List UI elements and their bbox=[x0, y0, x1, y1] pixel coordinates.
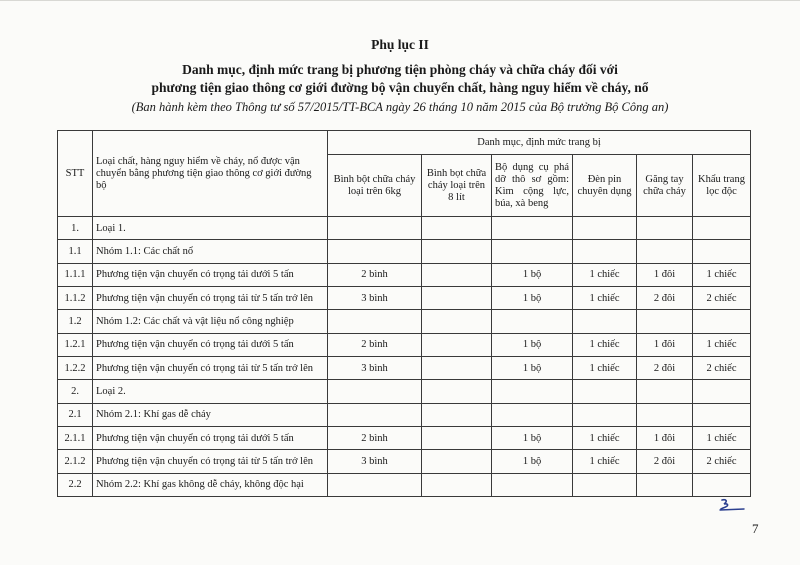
row-gloves-cell bbox=[637, 473, 693, 496]
table-body bbox=[58, 217, 751, 497]
row-flashlight-cell bbox=[573, 240, 637, 263]
header-col-powder-extinguisher: Bình bột chữa cháy loại trên 6kg bbox=[328, 155, 422, 217]
table-row bbox=[58, 380, 751, 403]
row-powder-extinguisher-cell bbox=[328, 403, 422, 426]
table-row bbox=[58, 310, 751, 333]
row-name-cell: Nhóm 2.1: Khí gas dễ cháy bbox=[93, 403, 328, 426]
row-powder-extinguisher-cell bbox=[328, 217, 422, 240]
handwritten-initial-mark-icon bbox=[718, 497, 750, 513]
row-flashlight-cell: 1 chiếc bbox=[573, 426, 637, 449]
row-gas-mask-cell: 2 chiếc bbox=[693, 356, 751, 379]
row-flashlight-cell: 1 chiếc bbox=[573, 286, 637, 309]
row-gloves-cell bbox=[637, 403, 693, 426]
row-gloves-cell: 2 đôi bbox=[637, 450, 693, 473]
row-gas-mask-cell: 2 chiếc bbox=[693, 450, 751, 473]
row-demolition-tools-cell: 1 bộ bbox=[492, 263, 573, 286]
row-gloves-cell: 2 đôi bbox=[637, 356, 693, 379]
row-gas-mask-cell bbox=[693, 403, 751, 426]
row-foam-extinguisher-cell bbox=[422, 356, 492, 379]
row-name-cell: Phương tiện vận chuyển có trọng tải từ 5 tấn trở lên bbox=[93, 286, 328, 309]
row-demolition-tools-cell bbox=[492, 310, 573, 333]
row-stt-cell: 1.2 bbox=[58, 310, 93, 333]
table-row bbox=[58, 450, 751, 473]
row-gloves-cell bbox=[637, 310, 693, 333]
row-stt-cell: 2.1.1 bbox=[58, 426, 93, 449]
row-name-cell: Nhóm 1.2: Các chất và vật liệu nổ công nghiệp bbox=[93, 310, 328, 333]
header-col-demolition-tools: Bộ dụng cụ phá dỡ thô sơ gồm: Kìm cộng lực, búa, xà beng bbox=[492, 155, 573, 217]
table-row bbox=[58, 286, 751, 309]
row-gas-mask-cell: 2 chiếc bbox=[693, 286, 751, 309]
row-gas-mask-cell bbox=[693, 310, 751, 333]
row-flashlight-cell bbox=[573, 310, 637, 333]
row-name-cell: Phương tiện vận chuyển có trọng tải từ 5 tấn trở lên bbox=[93, 356, 328, 379]
equipment-table bbox=[57, 130, 751, 497]
row-powder-extinguisher-cell: 3 bình bbox=[328, 356, 422, 379]
row-gas-mask-cell: 1 chiếc bbox=[693, 263, 751, 286]
header-col-gloves: Găng tay chữa cháy bbox=[637, 155, 693, 217]
row-gas-mask-cell: 1 chiếc bbox=[693, 333, 751, 356]
row-gloves-cell: 1 đôi bbox=[637, 263, 693, 286]
row-powder-extinguisher-cell: 3 bình bbox=[328, 286, 422, 309]
row-foam-extinguisher-cell bbox=[422, 380, 492, 403]
row-name-cell: Nhóm 2.2: Khí gas không dễ cháy, không độc hại bbox=[93, 473, 328, 496]
row-demolition-tools-cell bbox=[492, 403, 573, 426]
table-row bbox=[58, 263, 751, 286]
row-demolition-tools-cell bbox=[492, 217, 573, 240]
row-foam-extinguisher-cell bbox=[422, 450, 492, 473]
row-foam-extinguisher-cell bbox=[422, 403, 492, 426]
row-gloves-cell: 2 đôi bbox=[637, 286, 693, 309]
row-gas-mask-cell: 1 chiếc bbox=[693, 426, 751, 449]
table-row bbox=[58, 356, 751, 379]
row-demolition-tools-cell bbox=[492, 240, 573, 263]
row-foam-extinguisher-cell bbox=[422, 286, 492, 309]
row-name-cell: Loại 2. bbox=[93, 380, 328, 403]
row-flashlight-cell: 1 chiếc bbox=[573, 333, 637, 356]
header-group: Danh mục, định mức trang bị bbox=[328, 131, 751, 155]
page-edge bbox=[0, 0, 800, 1]
row-gloves-cell: 1 đôi bbox=[637, 333, 693, 356]
row-foam-extinguisher-cell bbox=[422, 473, 492, 496]
row-stt-cell: 2.2 bbox=[58, 473, 93, 496]
row-foam-extinguisher-cell bbox=[422, 240, 492, 263]
row-stt-cell: 1.1.2 bbox=[58, 286, 93, 309]
row-demolition-tools-cell: 1 bộ bbox=[492, 356, 573, 379]
row-gloves-cell bbox=[637, 380, 693, 403]
row-demolition-tools-cell: 1 bộ bbox=[492, 450, 573, 473]
row-name-cell: Loại 1. bbox=[93, 217, 328, 240]
page-number: 7 bbox=[752, 521, 759, 536]
row-demolition-tools-cell: 1 bộ bbox=[492, 426, 573, 449]
row-name-cell: Nhóm 1.1: Các chất nổ bbox=[93, 240, 328, 263]
row-powder-extinguisher-cell: 2 bình bbox=[328, 426, 422, 449]
header-stt: STT bbox=[58, 131, 93, 217]
row-gloves-cell bbox=[637, 240, 693, 263]
row-flashlight-cell bbox=[573, 473, 637, 496]
row-stt-cell: 1.2.2 bbox=[58, 356, 93, 379]
row-stt-cell: 1.2.1 bbox=[58, 333, 93, 356]
table-row bbox=[58, 333, 751, 356]
header-category: Loại chất, hàng nguy hiểm về cháy, nổ được vận chuyển bằng phương tiện giao thông cơ giới đường bộ bbox=[93, 131, 328, 217]
row-flashlight-cell: 1 chiếc bbox=[573, 450, 637, 473]
row-gloves-cell bbox=[637, 217, 693, 240]
row-stt-cell: 1. bbox=[58, 217, 93, 240]
row-powder-extinguisher-cell bbox=[328, 380, 422, 403]
row-flashlight-cell: 1 chiếc bbox=[573, 356, 637, 379]
document-subtitle: (Ban hành kèm theo Thông tư số 57/2015/TT-BCA ngày 26 tháng 10 năm 2015 của Bộ trưởng Bộ Công an) bbox=[131, 100, 669, 114]
row-stt-cell: 2.1.2 bbox=[58, 450, 93, 473]
row-name-cell: Phương tiện vận chuyển có trọng tải dưới 5 tấn bbox=[93, 333, 328, 356]
row-stt-cell: 2.1 bbox=[58, 403, 93, 426]
row-demolition-tools-cell bbox=[492, 473, 573, 496]
appendix-label: Phụ lục II bbox=[371, 37, 429, 52]
row-powder-extinguisher-cell: 2 bình bbox=[328, 333, 422, 356]
row-stt-cell: 1.1 bbox=[58, 240, 93, 263]
row-name-cell: Phương tiện vận chuyển có trọng tải dưới 5 tấn bbox=[93, 426, 328, 449]
header-col-gas-mask: Khẩu trang lọc độc bbox=[693, 155, 751, 217]
row-demolition-tools-cell: 1 bộ bbox=[492, 333, 573, 356]
row-foam-extinguisher-cell bbox=[422, 426, 492, 449]
row-gas-mask-cell bbox=[693, 240, 751, 263]
row-name-cell: Phương tiện vận chuyển có trọng tải dưới 5 tấn bbox=[93, 263, 328, 286]
row-powder-extinguisher-cell bbox=[328, 473, 422, 496]
table-row bbox=[58, 426, 751, 449]
header-col-foam-extinguisher: Bình bọt chữa cháy loại trên 8 lít bbox=[422, 155, 492, 217]
row-foam-extinguisher-cell bbox=[422, 333, 492, 356]
table-row bbox=[58, 473, 751, 496]
row-gas-mask-cell bbox=[693, 473, 751, 496]
table-row bbox=[58, 217, 751, 240]
row-gas-mask-cell bbox=[693, 217, 751, 240]
row-demolition-tools-cell: 1 bộ bbox=[492, 286, 573, 309]
row-foam-extinguisher-cell bbox=[422, 217, 492, 240]
row-powder-extinguisher-cell bbox=[328, 240, 422, 263]
row-flashlight-cell bbox=[573, 403, 637, 426]
table-row bbox=[58, 240, 751, 263]
row-flashlight-cell bbox=[573, 380, 637, 403]
document-title-line-1: Danh mục, định mức trang bị phương tiện phòng cháy và chữa cháy đối với bbox=[182, 62, 618, 77]
row-demolition-tools-cell bbox=[492, 380, 573, 403]
row-powder-extinguisher-cell bbox=[328, 310, 422, 333]
table-row bbox=[58, 403, 751, 426]
row-flashlight-cell: 1 chiếc bbox=[573, 263, 637, 286]
row-foam-extinguisher-cell bbox=[422, 263, 492, 286]
row-name-cell: Phương tiện vận chuyển có trọng tải từ 5 tấn trở lên bbox=[93, 450, 328, 473]
row-gloves-cell: 1 đôi bbox=[637, 426, 693, 449]
row-stt-cell: 2. bbox=[58, 380, 93, 403]
row-powder-extinguisher-cell: 2 bình bbox=[328, 263, 422, 286]
row-stt-cell: 1.1.1 bbox=[58, 263, 93, 286]
row-gas-mask-cell bbox=[693, 380, 751, 403]
row-flashlight-cell bbox=[573, 217, 637, 240]
row-foam-extinguisher-cell bbox=[422, 310, 492, 333]
header-col-flashlight: Đèn pin chuyên dụng bbox=[573, 155, 637, 217]
document-title-line-2: phương tiện giao thông cơ giới đường bộ vận chuyển chất, hàng nguy hiểm về cháy, nổ bbox=[151, 80, 649, 95]
row-powder-extinguisher-cell: 3 bình bbox=[328, 450, 422, 473]
